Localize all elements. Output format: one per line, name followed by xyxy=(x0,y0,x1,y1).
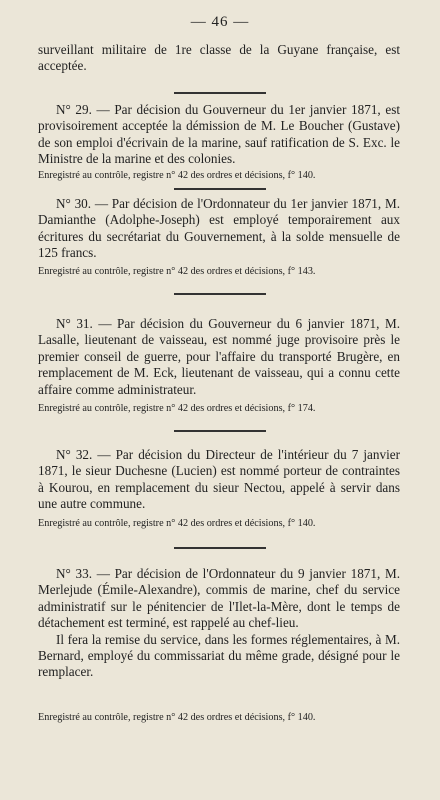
entry-29 xyxy=(38,102,400,168)
page-number: — 46 — xyxy=(190,14,250,30)
separator-rule xyxy=(174,547,266,549)
entry-29-registration: Enregistré au contrôle, registre n° 42 des ordres et décisions, f° 140. xyxy=(38,170,316,181)
entry-31-text: N° 31. — Par décision du Gouverneur du 6 janvier 1871, M. Lasalle, lieutenant de vaisseau, est nommé juge provisoire près le premier conseil de guerre, pour l'affaire du transporté Brugère, en remplacement de M. Eck, lieutenant de vaisseau, qui a connu cette affaire comme administrateur. xyxy=(38,316,400,397)
entry-30-registration: Enregistré au contrôle, registre n° 42 des ordres et décisions, f° 143. xyxy=(38,266,316,277)
separator-rule xyxy=(174,92,266,94)
entry-33 xyxy=(38,566,400,681)
entry-32 xyxy=(38,447,400,513)
entry-32-text: N° 32. — Par décision du Directeur de l'intérieur du 7 janvier 1871, le sieur Duchesne (Lucien) est nommé porteur de contraintes à Kourou, en remplacement du sieur Nectou, appelé à servir dans une autre commune. xyxy=(38,447,400,512)
entry-33-text-continued: Il fera la remise du service, dans les formes réglementaires, à M. Bernard, employé du commissariat du même grade, désigné pour le remplacer. xyxy=(38,631,400,680)
entry-32-registration: Enregistré au contrôle, registre n° 42 des ordres et décisions, f° 140. xyxy=(38,518,316,529)
entry-29-text: N° 29. — Par décision du Gouverneur du 1er janvier 1871, est provisoirement acceptée la démission de M. Le Boucher (Gustave) de son emploi d'écrivain de la marine, sauf ratification de S. Exc. le Ministre de la marine et des colonies. xyxy=(38,102,400,167)
separator-rule xyxy=(174,430,266,432)
entry-33-registration: Enregistré au contrôle, registre n° 42 des ordres et décisions, f° 140. xyxy=(38,712,316,723)
entry-30-text: N° 30. — Par décision de l'Ordonnateur du 1er janvier 1871, M. Damianthe (Adolphe-Joseph) est employé temporairement aux écritures du secrétariat du Gouvernement, à la solde mensuelle de 125 francs. xyxy=(38,196,400,261)
entry-30 xyxy=(38,196,400,262)
separator-rule xyxy=(174,293,266,295)
entry-33-text: N° 33. — Par décision de l'Ordonnateur du 9 janvier 1871, M. Merlejude (Émile-Alexandre), commis de marine, chef du service administratif sur le pénitencier de l'Ilet-la-Mère, dont le temps de détachement est terminé, est rappelé au chef-lieu. xyxy=(38,566,400,631)
intro-text-block xyxy=(38,42,400,75)
entry-31-registration: Enregistré au contrôle, registre n° 42 des ordres et décisions, f° 174. xyxy=(38,403,316,414)
separator-rule xyxy=(174,188,266,190)
intro-text: surveillant militaire de 1re classe de la Guyane française, est acceptée. xyxy=(38,42,400,74)
entry-31 xyxy=(38,316,400,398)
